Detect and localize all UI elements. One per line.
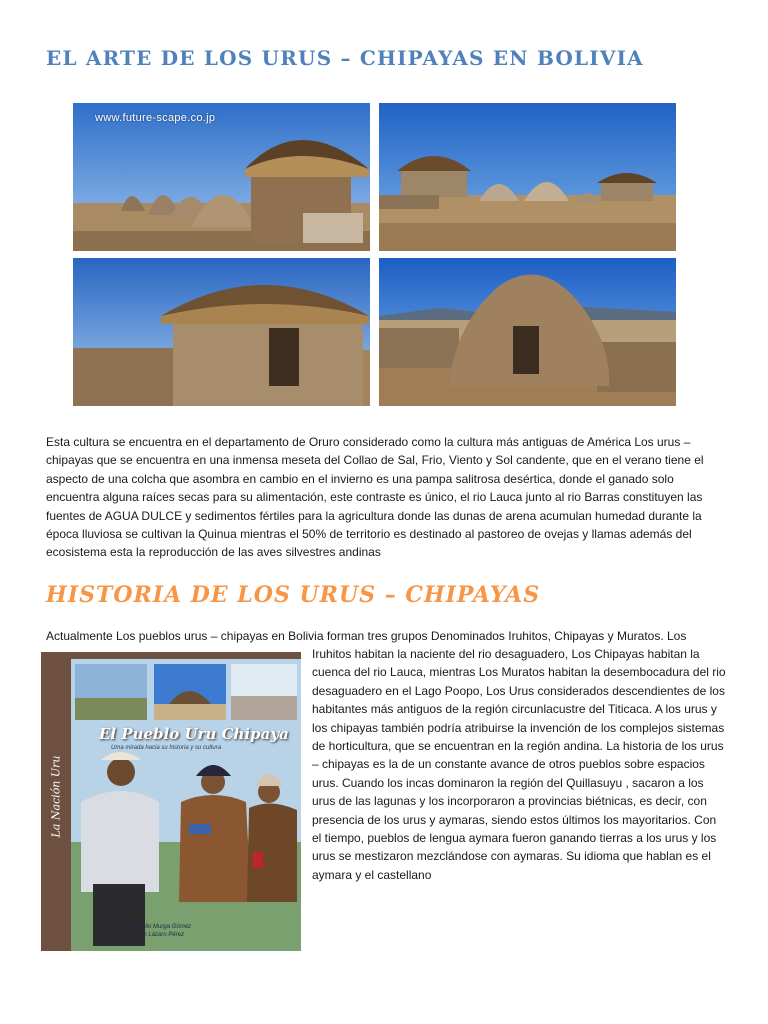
book-side-text: La Nación Uru	[49, 755, 63, 838]
history-heading: HISTORIA DE LOS URUS – CHIPAYAS	[46, 582, 541, 608]
intro-paragraph: Esta cultura se encuentra en el departamento de Oruro considerado como la cultura más antiguas de América Los urus – chipayas que se encuentra en una inmensa meseta del Collao de Sal, Frio, Viento y Sol candente, que en el verano tiene el aspecto de una colcha que asombra en cambio en el invierno es una pampa salitrosa desértica, donde el ganado solo encuentra alguna raíces secas para su alimentación, este contraste es único, el rio Lauca junto al rio Barras constituyen las fuentes de AGUA DULCE y sedimentos fértiles para la agricultura donde las dunas de arena acumulan humedad durante la época lluviosa se cultivan la Quinua mientras el 50% de territorio es destinado al pastoreo de ovejas y llamas además del ecosistema esta la reproducción de las aves silvestres andinas	[46, 435, 704, 560]
book-authors	[125, 923, 235, 939]
history-paragraph-first-line: Actualmente Los pueblos urus – chipayas en Bolivia forman tres grupos Denominados Iruhitos, Chipayas y Muratos. Los	[46, 629, 687, 643]
book-subtitle: Uma mirada hacia su historia y su cultura	[111, 745, 222, 751]
photo-dome-row	[379, 103, 676, 251]
photo-village-domes	[73, 103, 370, 251]
book-title: El Pueblo Uru Chipaya	[99, 725, 289, 743]
book-author: Evangelio Murga Gómez	[125, 924, 192, 930]
photo-watermark: www.future-scape.co.jp	[95, 112, 216, 124]
book-cover	[41, 652, 301, 951]
photo-dome-house	[379, 258, 676, 406]
page-title: EL ARTE DE LOS URUS – CHIPAYAS EN BOLIVIA	[46, 46, 644, 70]
photo-thatched-house	[73, 258, 370, 406]
book-author: Germán Lázaro Pérez	[125, 932, 185, 938]
history-paragraph: Iruhitos habitan la naciente del rio desaguadero, Los Chipayas habitan la cuenca del rio Lauca, mientras Los Muratos habitan la desembocadura del rio desaguadero en el Lago Poopo, Los Urus considerados descendientes de los habitantes más antiguos de la región circunlacustre del Titicaca. A los urus y los chipayas también podría atribuirse la invención de los complejos sistemas de horticultura, que se encuentran en la región andina. La historia de los urus – chipayas es la de un constante avance de otros pueblos sobre espacios urus. Cuando los incas dominaron la región del Quillasuyu , sacaron a los urus de las lagunas y los incorporaron a provincias biétnicas, es decir, con presencia de los urus y aymaras, siendo estos últimos los mayoritarios. Con el tiempo, pueblos de lengua aymara fueron ganando tierras a los urus y los urus se mestizaron mezclándose con aymaras. Su idioma que hablan es el aymara y el castellano	[312, 647, 726, 882]
